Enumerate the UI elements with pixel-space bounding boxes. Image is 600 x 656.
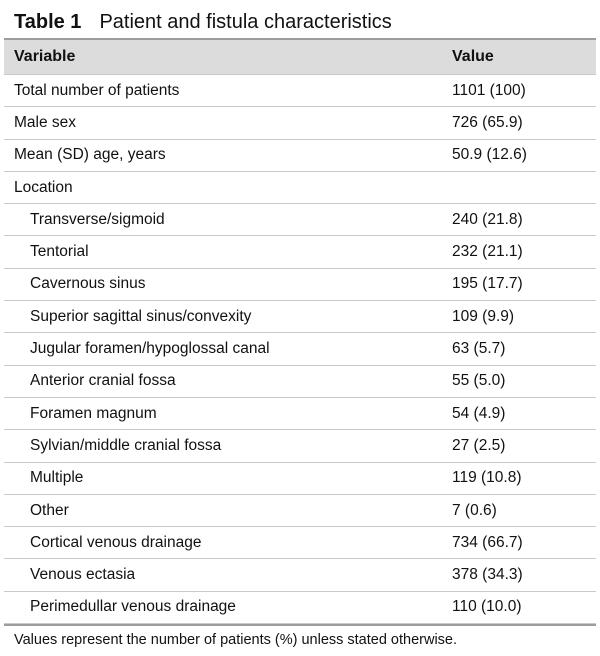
cell-variable: Multiple [30,469,84,487]
table-row [4,75,596,107]
table-footnote: Values represent the number of patients (%) unless stated otherwise. [4,624,596,654]
table-row [4,172,596,204]
cell-value: 1101 (100) [452,81,526,99]
table-row [4,333,596,365]
cell-variable: Cavernous sinus [30,275,146,293]
cell-value: 7 (0.6) [452,501,497,519]
table-row [4,107,596,139]
table-row [4,430,596,462]
cell-value: 55 (5.0) [452,372,506,390]
cell-variable: Tentorial [30,243,89,261]
cell-value: 119 (10.8) [452,469,522,487]
cell-value: 726 (65.9) [452,113,523,131]
cell-value: 109 (9.9) [452,307,515,325]
cell-value: 63 (5.7) [452,340,506,358]
table-row [4,236,596,268]
table-row [4,592,596,624]
cell-variable: Sylvian/middle cranial fossa [30,436,222,454]
cell-variable: Transverse/sigmoid [30,210,165,228]
cell-variable: Cortical venous drainage [30,533,202,551]
table-label: Table 1 [14,11,82,33]
table-row [4,366,596,398]
table-header-row [4,40,596,75]
cell-value: 232 (21.1) [452,243,523,261]
table-title: Patient and fistula characteristics [99,11,392,33]
cell-value: 378 (34.3) [452,566,523,584]
cell-variable: Other [30,501,69,519]
cell-variable: Jugular foramen/hypoglossal canal [30,340,270,358]
table-row [4,301,596,333]
table-row [4,495,596,527]
cell-value: 27 (2.5) [452,436,506,454]
header-value: Value [452,48,494,65]
table-row [4,140,596,172]
table-row [4,204,596,236]
cell-value: 240 (21.8) [452,210,523,228]
cell-value: 110 (10.0) [452,598,522,616]
cell-variable: Foramen magnum [30,404,157,422]
cell-variable: Perimedullar venous drainage [30,598,236,616]
cell-value: 195 (17.7) [452,275,523,293]
table-row [4,269,596,301]
cell-value: 54 (4.9) [452,404,506,422]
table-body [4,75,596,624]
cell-value: 734 (66.7) [452,533,523,551]
cell-variable: Total number of patients [14,81,180,99]
cell-variable: Location [14,178,73,196]
table-title-bar [4,0,596,40]
table-row [4,527,596,559]
cell-variable: Superior sagittal sinus/convexity [30,307,252,325]
cell-variable: Anterior cranial fossa [30,372,176,390]
cell-variable: Venous ectasia [30,566,136,584]
cell-variable: Mean (SD) age, years [14,146,166,164]
cell-variable: Male sex [14,113,77,131]
table-row [4,559,596,591]
cell-value: 50.9 (12.6) [452,146,527,164]
table-row [4,463,596,495]
table-row [4,398,596,430]
header-variable: Variable [14,48,76,65]
